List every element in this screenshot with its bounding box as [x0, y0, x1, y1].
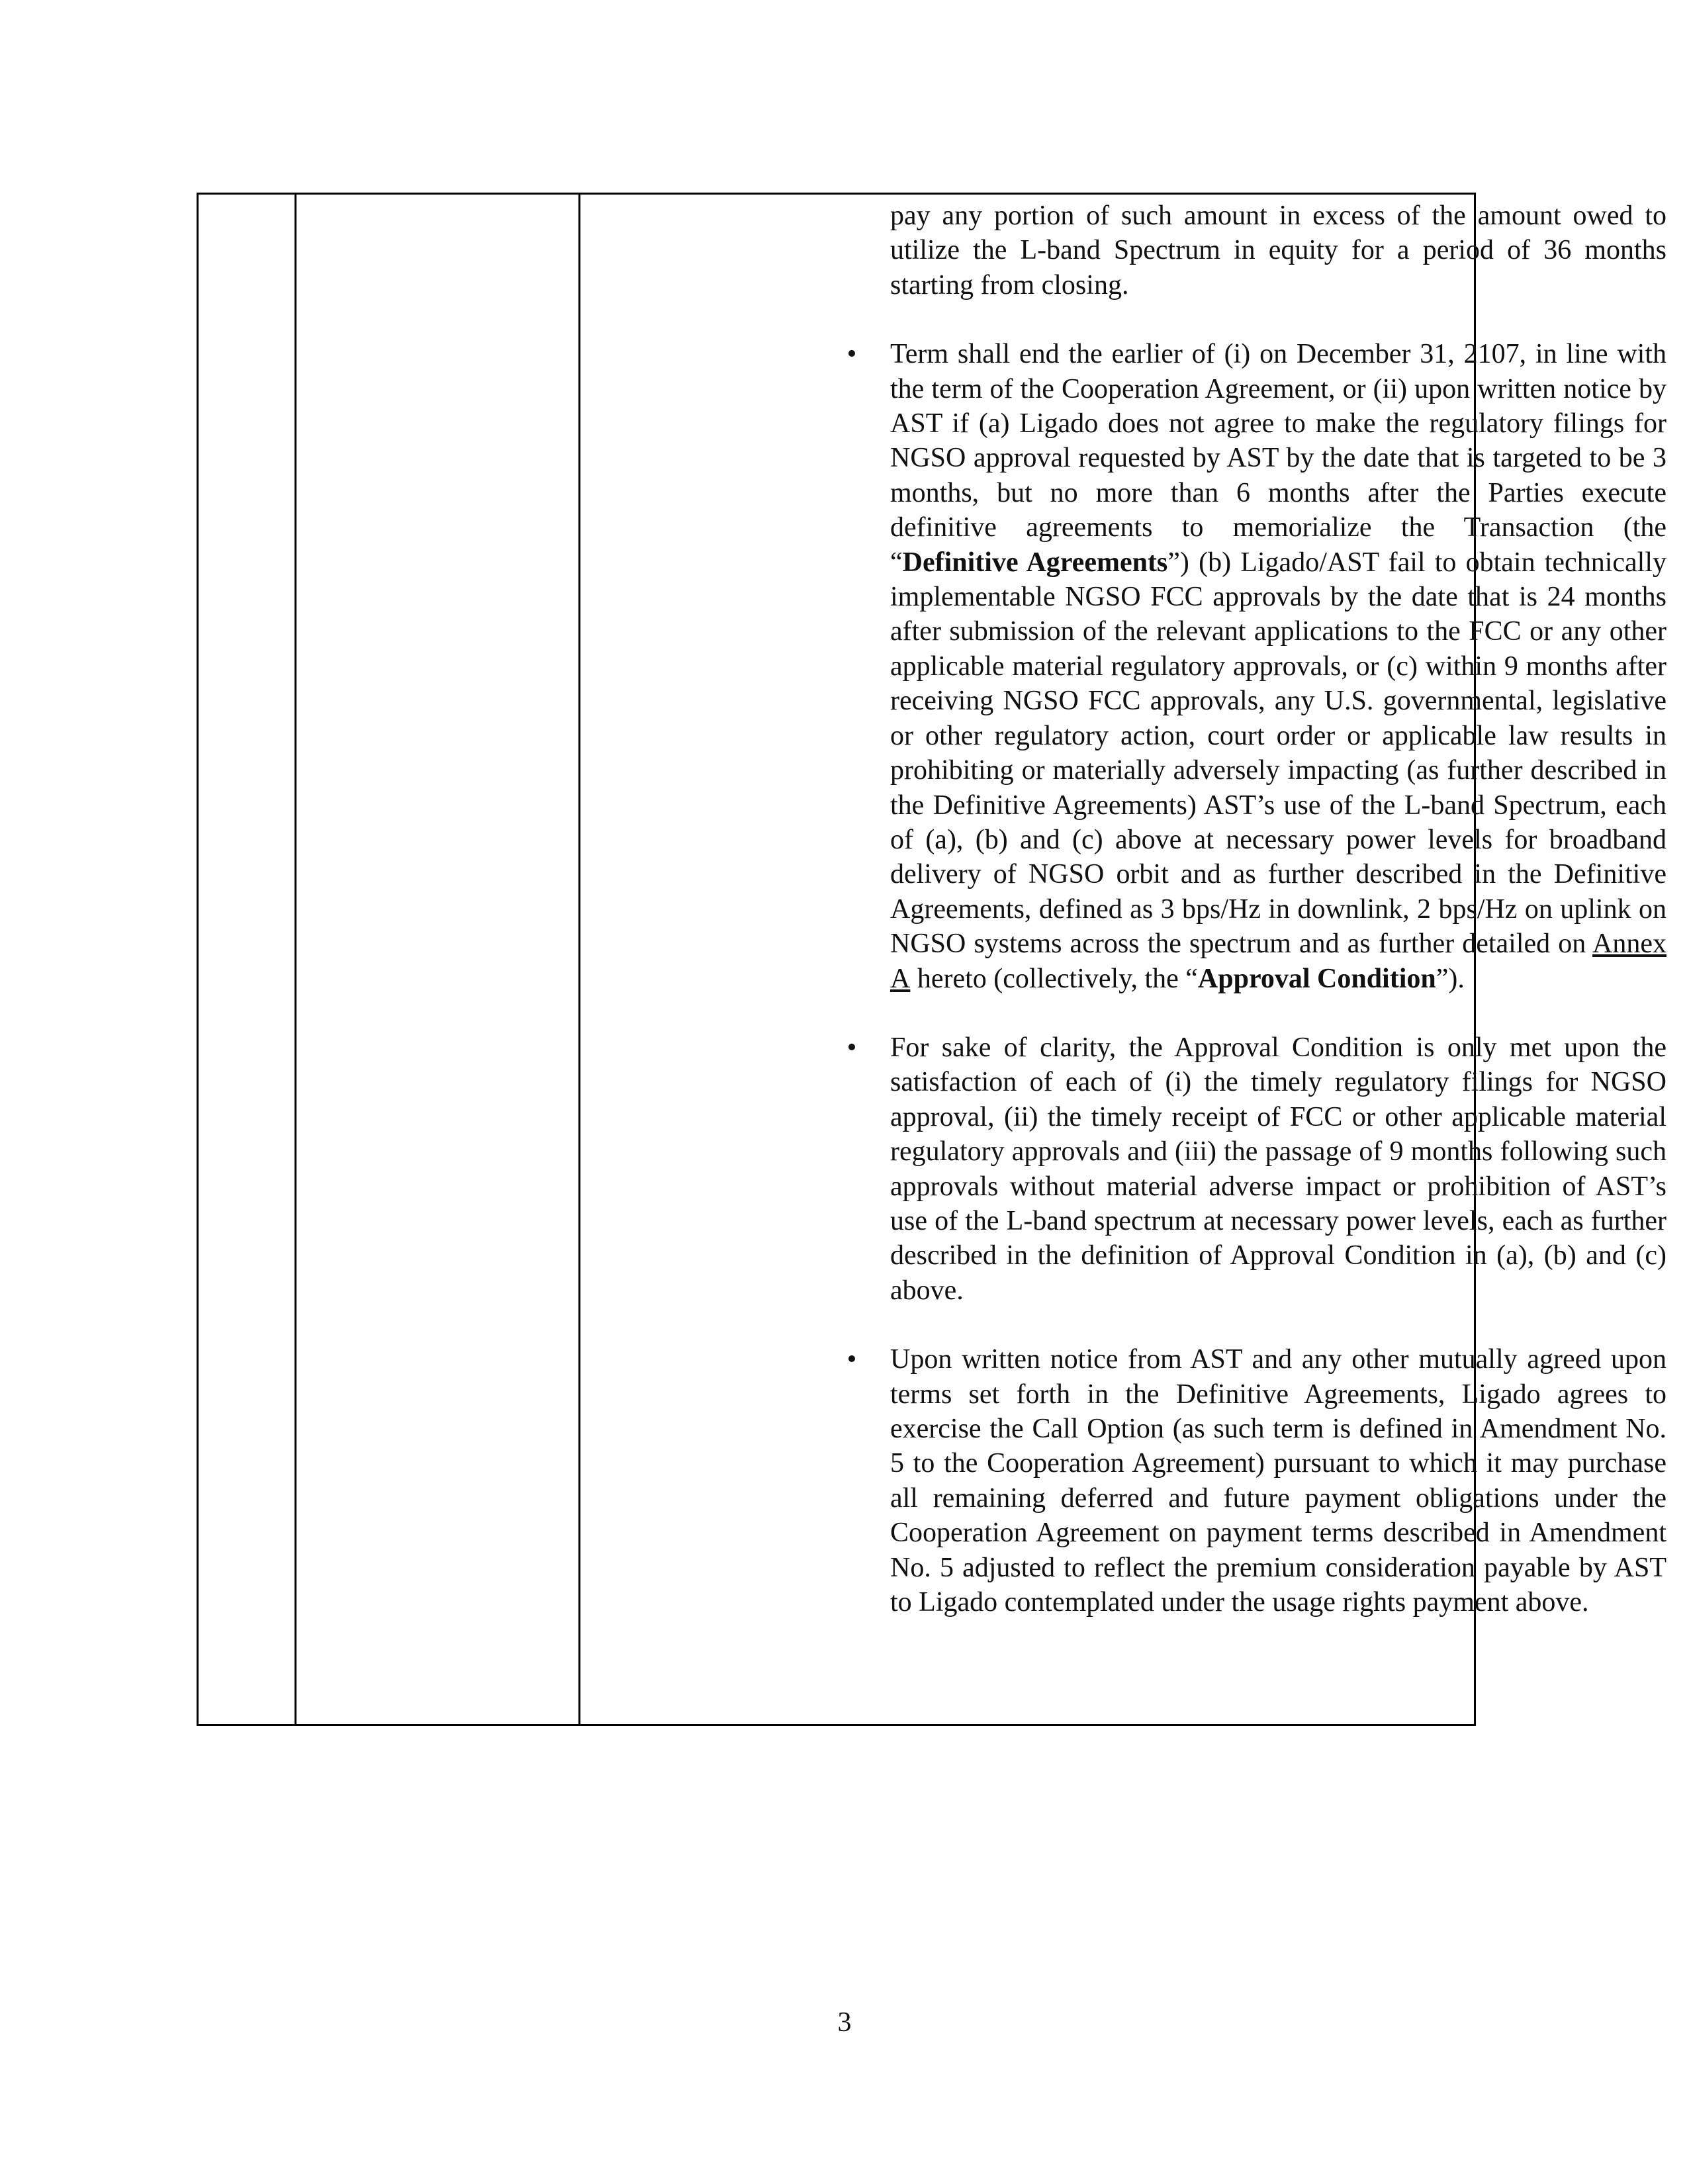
term-bullet — [846, 337, 1666, 996]
intro-paragraph: pay any portion of such amount in excess of the amount owed to utilize the L-band Spectrum in equity for a period of 36 months starting from closing. — [890, 201, 1666, 300]
page-number: 3 — [837, 2007, 852, 2038]
clarity-bullet — [846, 1030, 1666, 1308]
call-option-paragraph: Upon written notice from AST and any other mutually agreed upon terms set forth in the Definitive Agreements, Ligado agrees to exercise the Call Option (as such term is defined in Amendment No. 5 to the Cooperation Agreement) pursuant to which it may purchase all remaining deferred and future payment obligations under the Cooperation Agreement on payment terms described in Amendment No. 5 adjusted to reflect the premium consideration payable by AST to Ligado contemplated under the usage rights payment above. — [890, 1344, 1666, 1618]
clarity-paragraph: For sake of clarity, the Approval Condition is only met upon the satisfaction of each of (i) the timely regulatory filings for NGSO approval, (ii) the timely receipt of FCC or other applicable material regulatory approvals and (iii) the passage of 9 months following such approvals without material adverse impact or prohibition of AST’s use of the L-band spectrum at necessary power levels, each as further described in the definition of Approval Condition in (a), (b) and (c) above. — [890, 1032, 1666, 1306]
term-sheet-table — [197, 193, 1666, 1726]
table-border-left — [197, 195, 199, 1724]
defined-term-definitive-agreements: Definitive Agreements — [902, 547, 1168, 578]
terms-cell — [846, 199, 1666, 1619]
table-column-divider-1 — [295, 195, 297, 1724]
defined-term-approval-condition: Approval Condition — [1197, 963, 1436, 994]
table-column-divider-2 — [578, 195, 580, 1724]
bullet-icon: • — [846, 1344, 857, 1375]
call-option-bullet — [846, 1342, 1666, 1619]
term-paragraph: Term shall end the earlier of (i) on December 31, 2107, in line with the term of the Cooperation Agreement, or (ii) upon written notice by AST if (a) Ligado does not agree to make the regulatory filings for NGSO approval requested by AST by the date that is targeted to be 3 months, but no more than 6 months after the Parties execute definitive agreements to memorialize the Transaction (the “Definitive Agreements”) (b) Ligado/AST fail to obtain technically implementable NGSO FCC approvals by the date that is 24 months after submission of the relevant applications to the FCC or any other applicable material regulatory approvals, or (c) within 9 months after receiving NGSO FCC approvals, any U.S. governmental, legislative or other regulatory action, court order or applicable law results in prohibiting or materially adversely impacting (as further described in the Definitive Agreements) AST’s use of the L-band Spectrum, each of (a), (b) and (c) above at necessary power levels for broadband delivery of NGSO orbit and as further described in the Definitive Agreements, defined as 3 bps/Hz in downlink, 2 bps/Hz on uplink on NGSO systems across the spectrum and as further detailed on Annex A hereto (collectively, the “Approval Condition”). — [890, 339, 1666, 994]
annex-a-link: Annex A — [890, 929, 1666, 994]
bullet-icon: • — [846, 339, 857, 370]
bullet-icon: • — [846, 1032, 857, 1063]
